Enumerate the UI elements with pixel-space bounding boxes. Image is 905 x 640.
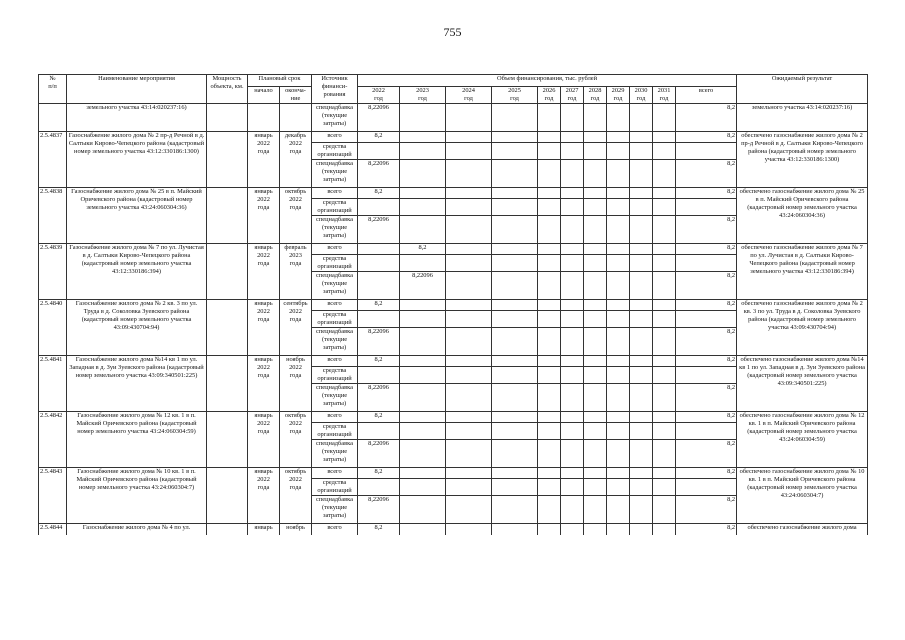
source-all: всего	[312, 244, 358, 255]
amount-total: 8,2	[676, 328, 737, 356]
source-all: всего	[312, 188, 358, 199]
item-num: 2.5.4838	[39, 188, 67, 244]
header-term: Плановый срок	[248, 75, 312, 87]
table-row	[39, 244, 868, 255]
item-num: 2.5.4840	[39, 300, 67, 356]
amount-2022: 8,22096	[358, 328, 400, 356]
amount-total: 8,2	[676, 272, 737, 300]
source-spec: спецнадбавка (текущие затраты)	[312, 160, 358, 188]
item-result: обеспечено газоснабжение жилого дома № 2 пр-д Речной в д. Салтыки Кирово-Чепецкого района (кадастровый номер земельного участка 43:12:330186:1300)	[737, 132, 868, 188]
table-row	[39, 468, 868, 479]
item-name: Газоснабжение жилого дома № 12 кв. 1 в п. Майский Оричевского района (кадастровый номер земельного участка 43:24:060304:59)	[67, 412, 207, 468]
table-header	[39, 75, 868, 104]
item-result: обеспечено газоснабжение жилого дома № 12 кв. 1 в п. Майский Оричевского района (кадастровый номер земельного участка 43:24:060304:59)	[737, 412, 868, 468]
amount-total: 8,2	[676, 132, 737, 143]
amount-2023	[400, 216, 446, 244]
item-start: январь 2022 года	[248, 356, 280, 412]
amount-total: 8,2	[676, 216, 737, 244]
item-num: 2.5.4839	[39, 244, 67, 300]
source-spec: спецнадбавка (текущие затраты)	[312, 440, 358, 468]
source-org: средства организаций	[312, 255, 358, 272]
amount-2022: 8,2	[358, 524, 400, 535]
amount-2022: 8,22096	[358, 496, 400, 524]
amount-total: 8,2	[676, 384, 737, 412]
header-result: Ожидаемый результат	[737, 75, 868, 104]
amount-2022	[358, 244, 400, 255]
source-all: всего	[312, 524, 358, 535]
source-label: спецнадбавка (текущие затраты)	[312, 104, 358, 132]
item-end: ноябрь 2022 года	[280, 356, 312, 412]
amount-2023	[400, 188, 446, 199]
amount-2023	[400, 440, 446, 468]
header-volume: Объем финансирования, тыс. рублей	[358, 75, 737, 87]
table-row	[39, 412, 868, 423]
amount-2023	[400, 132, 446, 143]
amount-2022: 8,2	[358, 412, 400, 423]
header-year: 2022 год	[358, 87, 400, 104]
amount-2022: 8,22096	[358, 440, 400, 468]
amount-total: 8,2	[676, 524, 737, 535]
table-row-partial	[39, 524, 868, 535]
amount-total: 8,2	[676, 412, 737, 423]
table-body	[39, 104, 868, 535]
item-result: обеспечено газоснабжение жилого дома	[737, 524, 868, 535]
item-name: Газоснабжение жилого дома №14 кв 1 по ул. Западная в д. Зуи Зуевского района (кадастровый номер земельного участка 43:09:340501:225)	[67, 356, 207, 412]
amount-2023	[400, 160, 446, 188]
amount-2022: 8,22096	[358, 104, 400, 132]
item-result: обеспечено газоснабжение жилого дома № 2 кв. 3 по ул. Труда в д. Соколовка Зуевского района (кадастровый номер земельного участка 43:09:430704:94)	[737, 300, 868, 356]
amount-2022: 8,22096	[358, 384, 400, 412]
source-all: всего	[312, 412, 358, 423]
source-org: средства организаций	[312, 479, 358, 496]
item-name: Газоснабжение жилого дома № 2 кв. 3 по ул. Труда в д. Соколовка Зуевского района (кадастровый номер земельного участка 43:09:430704:94)	[67, 300, 207, 356]
table-row-continuation	[39, 104, 868, 132]
item-name: Газоснабжение жилого дома № 4 по ул.	[67, 524, 207, 535]
amount-total: 8,2	[676, 188, 737, 199]
item-num: 2.5.4844	[39, 524, 67, 535]
source-all: всего	[312, 300, 358, 311]
amount-2023: 8,22096	[400, 272, 446, 300]
item-result: обеспечено газоснабжение жилого дома № 25 в п. Майский Оричевского района (кадастровый номер земельного участка 43:24:060304:36)	[737, 188, 868, 244]
source-spec: спецнадбавка (текущие затраты)	[312, 496, 358, 524]
item-num: 2.5.4841	[39, 356, 67, 412]
source-org: средства организаций	[312, 367, 358, 384]
amount-2022: 8,2	[358, 468, 400, 479]
amount-total: 8,2	[676, 300, 737, 311]
item-name: Газоснабжение жилого дома № 25 в п. Майский Оричевского района (кадастровый номер земельного участка 43:24:060304:36)	[67, 188, 207, 244]
item-name: Газоснабжение жилого дома № 2 пр-д Речной в д. Салтыки Кирово-Чепецкого района (кадастровый номер земельного участка 43:12:330186:1300)	[67, 132, 207, 188]
header-year: 2026 год	[538, 87, 561, 104]
header-name: Наименование мероприятия	[67, 75, 207, 104]
item-end: декабрь 2022 года	[280, 132, 312, 188]
amount-2023	[400, 468, 446, 479]
header-num: № п/п	[39, 75, 67, 104]
amount-2023	[400, 300, 446, 311]
amount-total: 8,2	[676, 160, 737, 188]
amount-2023	[400, 412, 446, 423]
table-row	[39, 132, 868, 143]
amount-2022: 8,2	[358, 300, 400, 311]
item-start: январь 2022 года	[248, 412, 280, 468]
item-start: январь 2022 года	[248, 244, 280, 300]
item-end: сентябрь 2022 года	[280, 300, 312, 356]
item-num: 2.5.4842	[39, 412, 67, 468]
header-year: 2031 год	[653, 87, 676, 104]
item-name: Газоснабжение жилого дома № 10 кв. 1 в п. Майский Оричевского района (кадастровый номер земельного участка 43:24:060304:7)	[67, 468, 207, 524]
amount-2023	[400, 496, 446, 524]
item-result: обеспечено газоснабжение жилого дома № 10 кв. 1 в п. Майский Оричевского района (кадастровый номер земельного участка 43:24:060304:7)	[737, 468, 868, 524]
item-num: 2.5.4843	[39, 468, 67, 524]
header-total: всего	[676, 87, 737, 104]
amount-2023: 8,2	[400, 244, 446, 255]
amount-2022: 8,22096	[358, 160, 400, 188]
amount-2023	[400, 384, 446, 412]
amount-2023	[400, 356, 446, 367]
amount-2022: 8,22096	[358, 216, 400, 244]
item-end: октябрь 2022 года	[280, 188, 312, 244]
financing-table	[38, 74, 868, 535]
item-name: земельного участка 43:14:020237:16)	[67, 104, 207, 132]
amount-total: 8,2	[676, 440, 737, 468]
item-end: ноябрь	[280, 524, 312, 535]
source-all: всего	[312, 468, 358, 479]
source-spec: спецнадбавка (текущие затраты)	[312, 384, 358, 412]
amount-total: 8,2	[676, 496, 737, 524]
item-end: октябрь 2022 года	[280, 468, 312, 524]
amount-2022: 8,2	[358, 132, 400, 143]
header-year: 2030 год	[630, 87, 653, 104]
amount-2022: 8,2	[358, 356, 400, 367]
source-spec: спецнадбавка (текущие затраты)	[312, 328, 358, 356]
source-all: всего	[312, 132, 358, 143]
amount-2022: 8,2	[358, 188, 400, 199]
source-org: средства организаций	[312, 143, 358, 160]
header-year: 2025 год	[492, 87, 538, 104]
source-all: всего	[312, 356, 358, 367]
amount-total: 8,2	[676, 356, 737, 367]
item-end: октябрь 2022 года	[280, 412, 312, 468]
amount-total: 8,2	[676, 468, 737, 479]
item-end: февраль 2023 года	[280, 244, 312, 300]
item-start: январь	[248, 524, 280, 535]
page-number: 755	[443, 25, 462, 39]
header-year: 2023 год	[400, 87, 446, 104]
table-row	[39, 188, 868, 199]
item-start: январь 2022 года	[248, 468, 280, 524]
source-org: средства организаций	[312, 423, 358, 440]
header-year: 2024 год	[446, 87, 492, 104]
item-num: 2.5.4837	[39, 132, 67, 188]
item-start: январь 2022 года	[248, 132, 280, 188]
item-result: земельного участка 43:14:020237:16)	[737, 104, 868, 132]
amount-total: 8,2	[676, 104, 737, 132]
amount-2022	[358, 272, 400, 300]
item-name: Газоснабжение жилого дома № 7 по ул. Лучистая в д. Салтыки Кирово-Чепецкого района (кадастровый номер земельного участка 43:12:330186:394)	[67, 244, 207, 300]
header-year: 2027 год	[561, 87, 584, 104]
header-year: 2028 год	[584, 87, 607, 104]
source-org: средства организаций	[312, 199, 358, 216]
source-spec: спецнадбавка (текущие затраты)	[312, 272, 358, 300]
header-source: Источник финанси- рования	[312, 75, 358, 104]
table-row	[39, 356, 868, 367]
header-term-end: оконча- ние	[280, 87, 312, 104]
amount-2023	[400, 328, 446, 356]
header-term-start: начало	[248, 87, 280, 104]
item-result: обеспечено газоснабжение жилого дома №14 кв 1 по ул. Западная в д. Зуи Зуевского района (кадастровый номер земельного участка 43:09:340501:225)	[737, 356, 868, 412]
table-row	[39, 300, 868, 311]
source-spec: спецнадбавка (текущие затраты)	[312, 216, 358, 244]
item-result: обеспечено газоснабжение жилого дома № 7 по ул. Лучистая в д. Салтыки Кирово-Чепецкого района (кадастровый номер земельного участка 43:12:330186:394)	[737, 244, 868, 300]
header-capacity: Мощность объекта, км.	[207, 75, 248, 104]
item-start: январь 2022 года	[248, 300, 280, 356]
source-org: средства организаций	[312, 311, 358, 328]
amount-total: 8,2	[676, 244, 737, 255]
header-year: 2029 год	[607, 87, 630, 104]
item-start: январь 2022 года	[248, 188, 280, 244]
